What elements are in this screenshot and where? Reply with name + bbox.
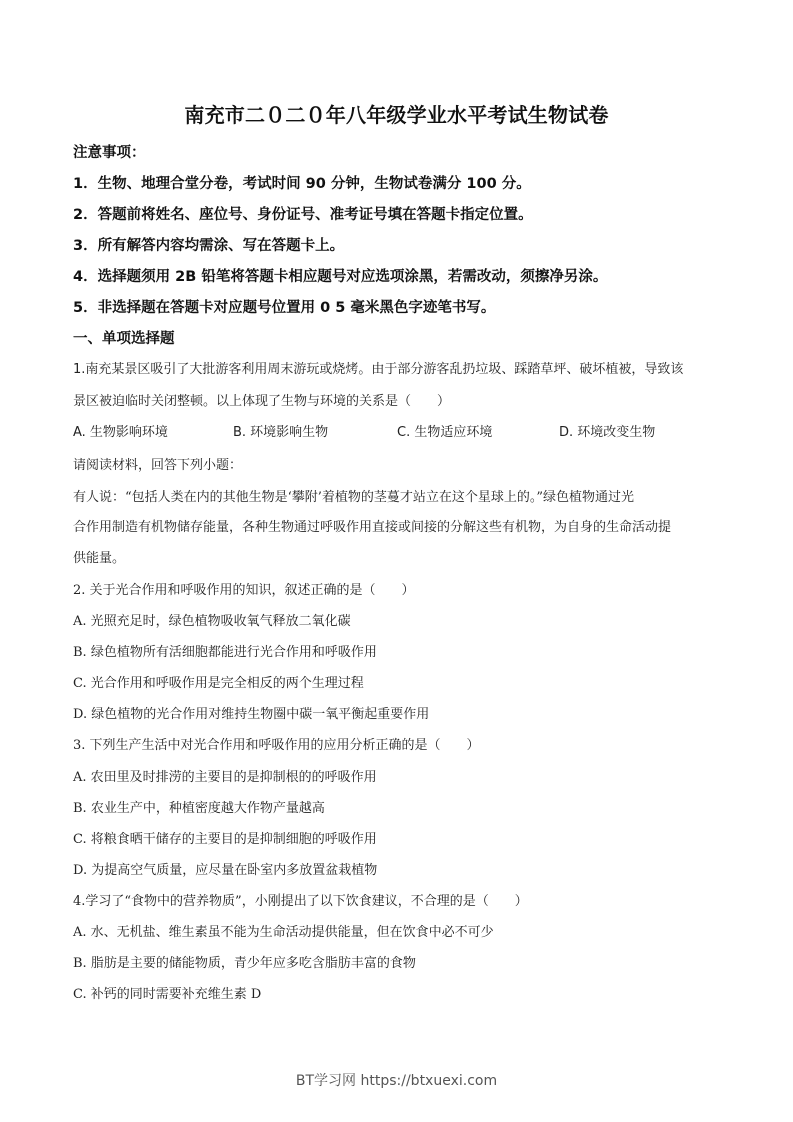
material-text: 合作用制造有机物储存能量，各种生物通过呼吸作用直接或间接的分解这些有机物，为自身的生命活动提 (73, 520, 672, 535)
question-3-option-a: A. 农田里及时排涝的主要目的是抑制根的的呼吸作用 (73, 770, 377, 785)
material-text: 有人说：“包括人类在内的其他生物是‘攀附’着植物的茎蔓才站立在这个星球上的。”绿色植物通过光 (73, 490, 635, 505)
question-1-option-d: D. 环境改变生物 (559, 425, 656, 440)
notice-item: 1．生物、地理合堂分卷，考试时间 90 分钟，生物试卷满分 100 分。 (73, 176, 531, 192)
question-3-stem: 3. 下列生产生活中对光合作用和呼吸作用的应用分析正确的是（ ） (73, 738, 480, 753)
notice-item: 4．选择题须用 2B 铅笔将答题卡相应题号对应选项涂黑，若需改动，须擦净另涂。 (73, 269, 608, 285)
question-1-option-c: C. 生物适应环境 (397, 425, 493, 440)
question-3-option-c: C. 将粮食晒干储存的主要目的是抑制细胞的呼吸作用 (73, 832, 377, 847)
notice-item: 5．非选择题在答题卡对应题号位置用 0 5 毫米黑色字迹笔书写。 (73, 300, 496, 316)
question-1-stem: 景区被迫临时关闭整顿。以上体现了生物与环境的关系是（ ） (73, 394, 451, 409)
question-2-option-b: B. 绿色植物所有活细胞都能进行光合作用和呼吸作用 (73, 645, 377, 660)
notice-heading: 注意事项： (73, 145, 146, 161)
question-4-stem: 4.学习了“食物中的营养物质”，小刚提出了以下饮食建议，不合理的是（ ） (73, 894, 528, 909)
question-1-stem: 1.南充某景区吸引了大批游客利用周末游玩或烧烤。由于部分游客乱扔垃圾、踩踏草坪、破坏植被，导致该 (73, 362, 684, 377)
question-2-option-a: A. 光照充足时，绿色植物吸收氧气释放二氧化碳 (73, 614, 351, 629)
question-1-options (73, 421, 713, 441)
question-2-stem: 2. 关于光合作用和呼吸作用的知识，叙述正确的是（ ） (73, 583, 415, 598)
question-1-option-b: B. 环境影响生物 (233, 425, 329, 440)
notice-item: 2．答题前将姓名、座位号、身份证号、准考证号填在答题卡指定位置。 (73, 207, 533, 223)
material-text: 供能量。 (73, 551, 126, 566)
question-4-option-c: C. 补钙的同时需要补充维生素 D (73, 987, 262, 1002)
question-2-option-c: C. 光合作用和呼吸作用是完全相反的两个生理过程 (73, 676, 364, 691)
question-1-option-a: A. 生物影响环境 (73, 425, 168, 440)
section-heading: 一、单项选择题 (73, 331, 175, 347)
notice-item: 3．所有解答内容均需涂、写在答题卡上。 (73, 238, 345, 254)
footer-watermark: BT学习网 https://btxuexi.com (295, 1073, 498, 1089)
question-2-option-d: D. 绿色植物的光合作用对维持生物圈中碳一氧平衡起重要作用 (73, 707, 430, 722)
question-4-option-b: B. 脂肪是主要的储能物质，青少年应多吃含脂肪丰富的食物 (73, 956, 416, 971)
question-3-option-b: B. 农业生产中，种植密度越大作物产量越高 (73, 801, 325, 816)
page-title: 南充市二０二０年八年级学业水平考试生物试卷 (184, 103, 609, 127)
question-3-option-d: D. 为提高空气质量，应尽量在卧室内多放置盆栽植物 (73, 863, 378, 878)
question-4-option-a: A. 水、无机盐、维生素虽不能为生命活动提供能量，但在饮食中必不可少 (73, 925, 494, 940)
material-intro: 请阅读材料，回答下列小题： (73, 458, 243, 473)
